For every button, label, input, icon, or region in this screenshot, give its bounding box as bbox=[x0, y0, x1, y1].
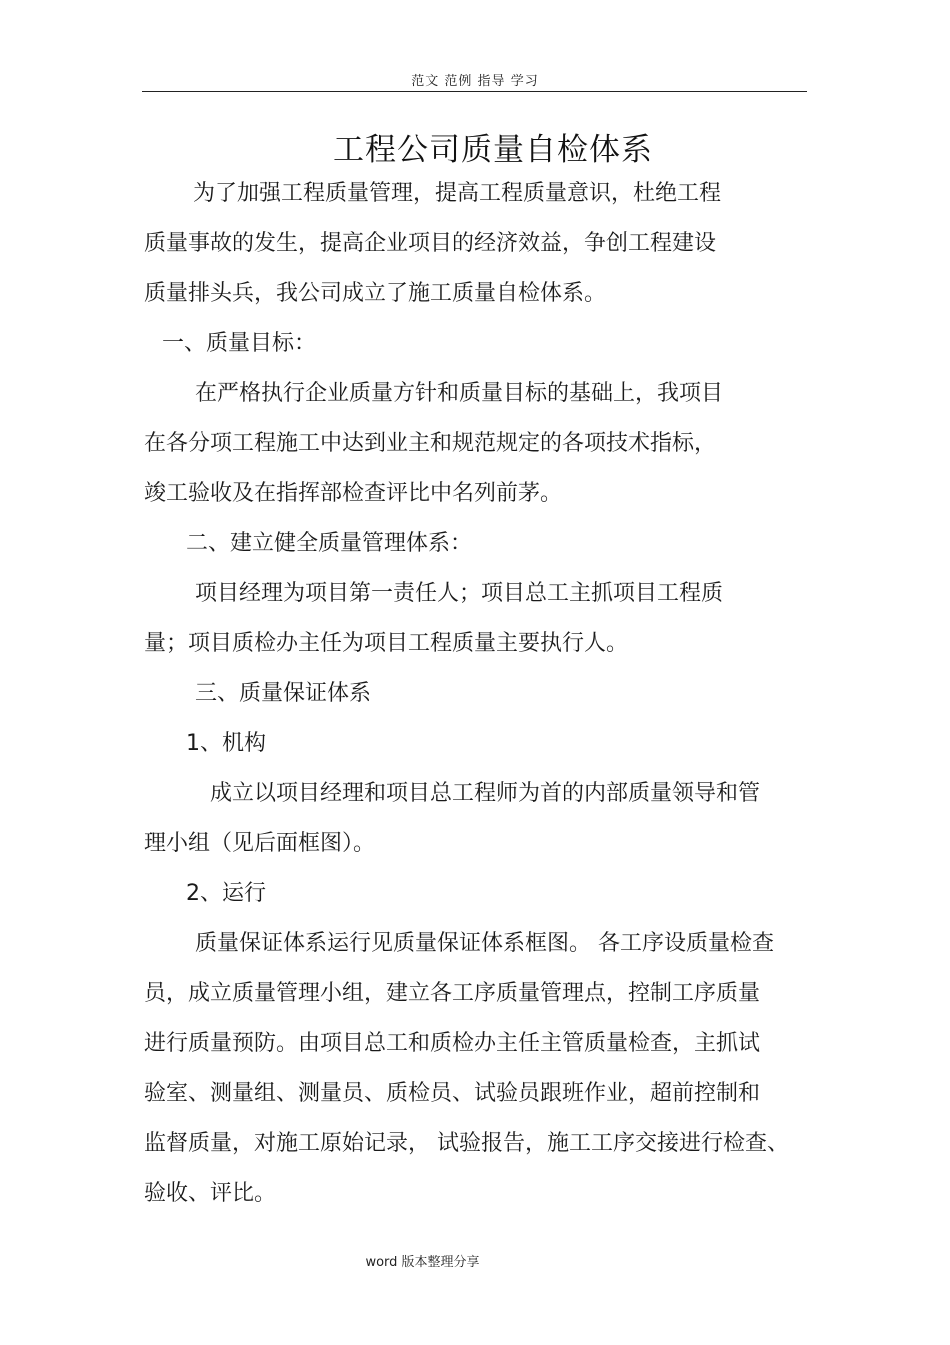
paragraph-line: 质量事故的发生，提高企业项目的经济效益，争创工程建设 bbox=[144, 231, 717, 256]
page-header: 范文 范例 指导 学习 bbox=[411, 74, 539, 89]
paragraph-line: 在严格执行企业质量方针和质量目标的基础上，我项目 bbox=[195, 381, 724, 406]
paragraph-line: 质量排头兵，我公司成立了施工质量自检体系。 bbox=[144, 281, 607, 306]
paragraph-line: 量；项目质检办主任为项目工程质量主要执行人。 bbox=[144, 631, 629, 656]
paragraph-line: 验收、评比。 bbox=[144, 1181, 277, 1206]
paragraph-line: 进行质量预防。由项目总工和质检办主任主管质量检查，主抓试 bbox=[144, 1031, 761, 1056]
paragraph-line: 理小组（见后面框图）。 bbox=[144, 831, 376, 856]
section-heading: 二、建立健全质量管理体系： bbox=[186, 531, 473, 556]
document-title: 工程公司质量自检体系 bbox=[333, 132, 653, 168]
paragraph-line: 为了加强工程质量管理，提高工程质量意识，杜绝工程 bbox=[193, 181, 722, 206]
paragraph-line: 成立以项目经理和项目总工程师为首的内部质量领导和管 bbox=[210, 781, 761, 806]
paragraph-line: 监督质量，对施工原始记录， 试验报告，施工工序交接进行检查、 bbox=[144, 1131, 789, 1156]
paragraph-line: 员，成立质量管理小组，建立各工序质量管理点，控制工序质量 bbox=[144, 981, 761, 1006]
subsection-heading: 2、运行 bbox=[186, 881, 266, 906]
paragraph-line: 项目经理为项目第一责任人；项目总工主抓项目工程质 bbox=[195, 581, 724, 606]
page-footer: word 版本整理分享 bbox=[365, 1255, 480, 1270]
subsection-heading: 1、机构 bbox=[186, 731, 266, 756]
paragraph-line: 在各分项工程施工中达到业主和规范规定的各项技术指标， bbox=[144, 431, 717, 456]
paragraph-line: 验室、测量组、测量员、质检员、试验员跟班作业，超前控制和 bbox=[144, 1081, 761, 1106]
header-divider bbox=[142, 91, 807, 92]
section-heading: 三、质量保证体系 bbox=[195, 681, 372, 706]
paragraph-line: 竣工验收及在指挥部检查评比中名列前茅。 bbox=[144, 481, 563, 506]
paragraph-line: 质量保证体系运行见质量保证体系框图。 各工序设质量检查 bbox=[195, 931, 774, 956]
section-heading: 一、质量目标： bbox=[162, 331, 317, 356]
